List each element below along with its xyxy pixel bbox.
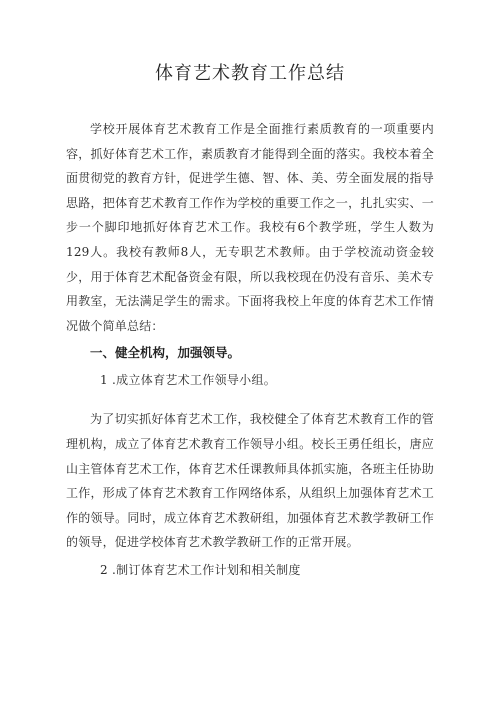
subsection-item-1: 1 .成立体育艺术工作领导小组。	[100, 373, 277, 388]
document-title: 体育艺术教育工作总结	[155, 63, 345, 84]
intro-paragraph: 学校开展体育艺术教育工作是全面推行素质教育的一项重要内容，抓好体育艺术工作，素质教育才能得到全面的落实。我校本着全面贯彻党的教育方针，促进学生德、智、体、美、劳全面发展的指导思路，把体育艺术教育工作作为学校的重要工作之一，扎扎实实、一步一个脚印地抓好体育艺术工作。我校有6个教学班，学生人数为129人。我校有教师8人，无专职艺术教师。由于学校流动资金较少，用于体育艺术配备资金有限，所以我校现在仍没有音乐、美术专用教室，无法满足学生的需求。下面将我校上年度的体育艺术工作情况做个简单总结：	[66, 122, 434, 333]
subsection-item-2: 2 .制订体育艺术工作计划和相关制度	[100, 562, 301, 577]
section-heading-1: 一、健全机构，加强领导。	[90, 345, 241, 361]
body-paragraph-2: 为了切实抓好体育艺术工作，我校健全了体育艺术教育工作的管理机构，成立了体育艺术教育工作领导小组。校长王勇任组长，唐应山主管体育艺术工作，体育艺术任课教师具体抓实施，各班主任协助工作，形成了体育艺术教育工作网络体系，从组织上加强体育艺术工作的领导。同时，成立体育艺术教研组，加强体育艺术教学教研工作的领导，促进学校体育艺术教学教研工作的正常开展。	[66, 412, 434, 550]
